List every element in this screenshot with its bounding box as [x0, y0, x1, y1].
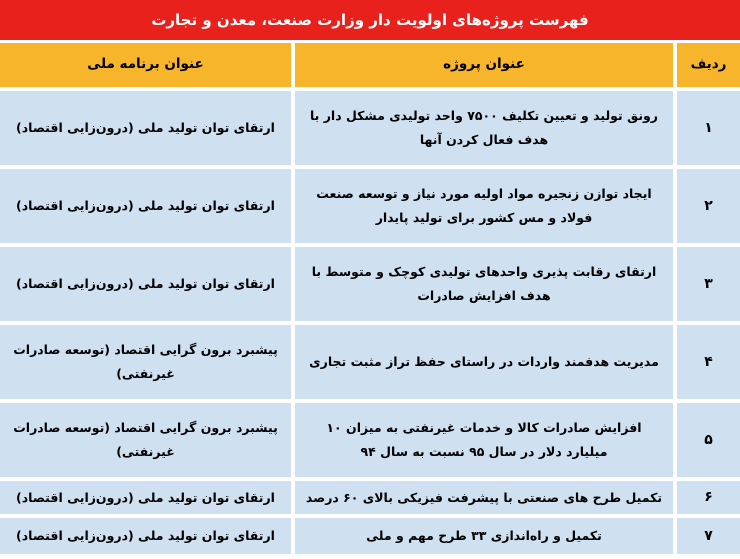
row-6-project: تکمیل طرح های صنعتی با پیشرفت فیزیکی بالای ۶۰ درصد — [295, 481, 673, 514]
row-3-project: ارتقای رقابت پذیری واحدهای تولیدی کوچک و متوسط با هدف افزایش صادرات — [295, 247, 673, 321]
row-2-program: ارتقای توان تولید ملی (درون‌زایی اقتصاد) — [0, 169, 291, 243]
header-project: عنوان پروژه — [295, 43, 673, 87]
row-1-program: ارتقای توان تولید ملی (درون‌زایی اقتصاد) — [0, 91, 291, 165]
row-5-number: ۵ — [677, 403, 740, 477]
row-2-number: ۲ — [677, 169, 740, 243]
row-1-project: رونق تولید و تعیین تکلیف ۷۵۰۰ واحد تولیدی مشکل دار با هدف فعال کردن آنها — [295, 91, 673, 165]
row-1-number: ۱ — [677, 91, 740, 165]
row-5-program: پیشبرد برون گرایی اقتصاد (توسعه صادرات غیرنفتی) — [0, 403, 291, 477]
row-6-program: ارتقای توان تولید ملی (درون‌زایی اقتصاد) — [0, 481, 291, 514]
projects-table — [0, 43, 740, 559]
row-6-number: ۶ — [677, 481, 740, 514]
header-program: عنوان برنامه ملی — [0, 43, 291, 87]
row-4-program: پیشبرد برون گرایی اقتصاد (توسعه صادرات غیرنفتی) — [0, 325, 291, 399]
row-7-project: تکمیل و راه‌اندازی ۳۳ طرح مهم و ملی — [295, 518, 673, 554]
row-3-program: ارتقای توان تولید ملی (درون‌زایی اقتصاد) — [0, 247, 291, 321]
row-3-number: ۳ — [677, 247, 740, 321]
row-7-number: ۷ — [677, 518, 740, 554]
row-4-project: مدیریت هدفمند واردات در راستای حفظ تراز مثبت تجاری — [295, 325, 673, 399]
row-7-program: ارتقای توان تولید ملی (درون‌زایی اقتصاد) — [0, 518, 291, 554]
row-4-number: ۴ — [677, 325, 740, 399]
header-row-number: ردیف — [677, 43, 740, 87]
row-2-project: ایجاد توازن زنجیره مواد اولیه مورد نیاز و توسعه صنعت فولاد و مس کشور برای تولید پایدار — [295, 169, 673, 243]
table-title: فهرست پروژه‌های اولویت دار وزارت صنعت، معدن و تجارت — [0, 0, 740, 40]
row-5-project: افزایش صادرات کالا و خدمات غیرنفتی به میزان ۱۰ میلیارد دلار در سال ۹۵ نسبت به سال ۹۴ — [295, 403, 673, 477]
